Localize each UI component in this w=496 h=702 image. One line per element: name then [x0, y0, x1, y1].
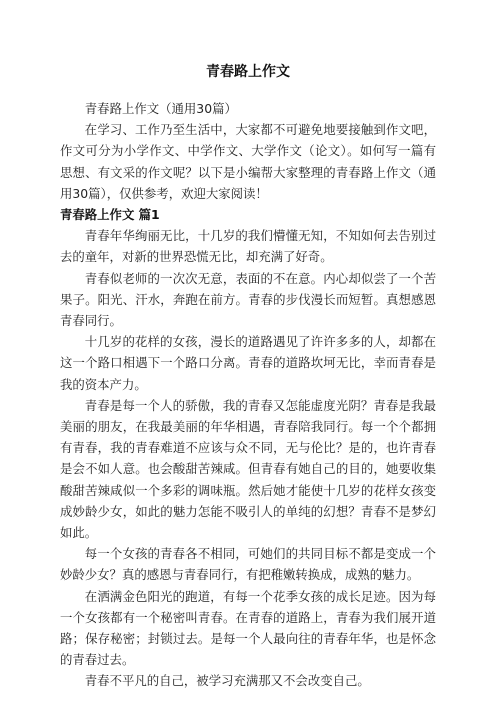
intro-paragraph: 在学习、工作乃至生活中，大家都不可避免地要接触到作文吧，作文可分为小学作文、中学作文、大学作文（论文）。如何写一篇有思想、有文采的作文呢？以下是小编帮大家整理的青春路上作文（通用30篇），仅供参考，欢迎大家阅读！ — [60, 122, 436, 201]
body-paragraph: 在洒满金色阳光的跑道，有每一个花季女孩的成长足迹。因为每一个女孩都有一个秘密叫青春。在青春的道路上，青春为我们展开道路；保存秘密；封锁过去。是每一个人最向往的青春年华，也是怀念的青春过去。 — [60, 588, 436, 668]
body-paragraph: 每一个女孩的青春各不相同，可她们的共同目标不都是变成一个妙龄少女？真的感恩与青春同行，有把稚嫩转换成，成熟的魅力。 — [60, 546, 436, 583]
document-title: 青春路上作文 — [206, 64, 290, 80]
intro-subtitle: 青春路上作文（通用30篇） — [84, 101, 237, 116]
body-paragraph: 青春年华绚丽无比，十几岁的我们懵懂无知，不知如何去告别过去的童年，对新的世界恐慌无比，却充满了好奇。 — [60, 228, 436, 265]
body-paragraph: 青春似老师的一次次无意，表面的不在意。内心却似尝了一个苦果子。阳光、汗水，奔跑在前方。青春的步伐漫长而短暂。真想感恩青春同行。 — [60, 270, 436, 329]
body-paragraph: 青春不平凡的自己，被学习充满那又不会改变自己。 — [84, 673, 370, 689]
section-heading: 青春路上作文 篇1 — [60, 207, 160, 223]
body-paragraph: 青春是每一个人的骄傲，我的青春又怎能虚度光阴？青春是我最美丽的朋友，在我最美丽的年华相遇，青春陪我同行。每一个个都拥有青春，我的青春难道不应该与众不同，无与伦比？是的，也许青春是会不如人意。也会酸甜苦辣咸。但青春有她自己的目的，她要收集酸甜苦辣咸似一个多彩的调味瓶。然后她才能使十几岁的花样女孩变成妙龄少女，如此的魅力怎能不吸引人的单纯的幻想？青春不是梦幻如此。 — [60, 397, 436, 541]
body-paragraph: 十几岁的花样的女孩，漫长的道路遇见了许许多多的人，却都在这一个路口相遇下一个路口分离。青春的道路坎坷无比，幸而青春是我的资本产力。 — [60, 334, 436, 392]
